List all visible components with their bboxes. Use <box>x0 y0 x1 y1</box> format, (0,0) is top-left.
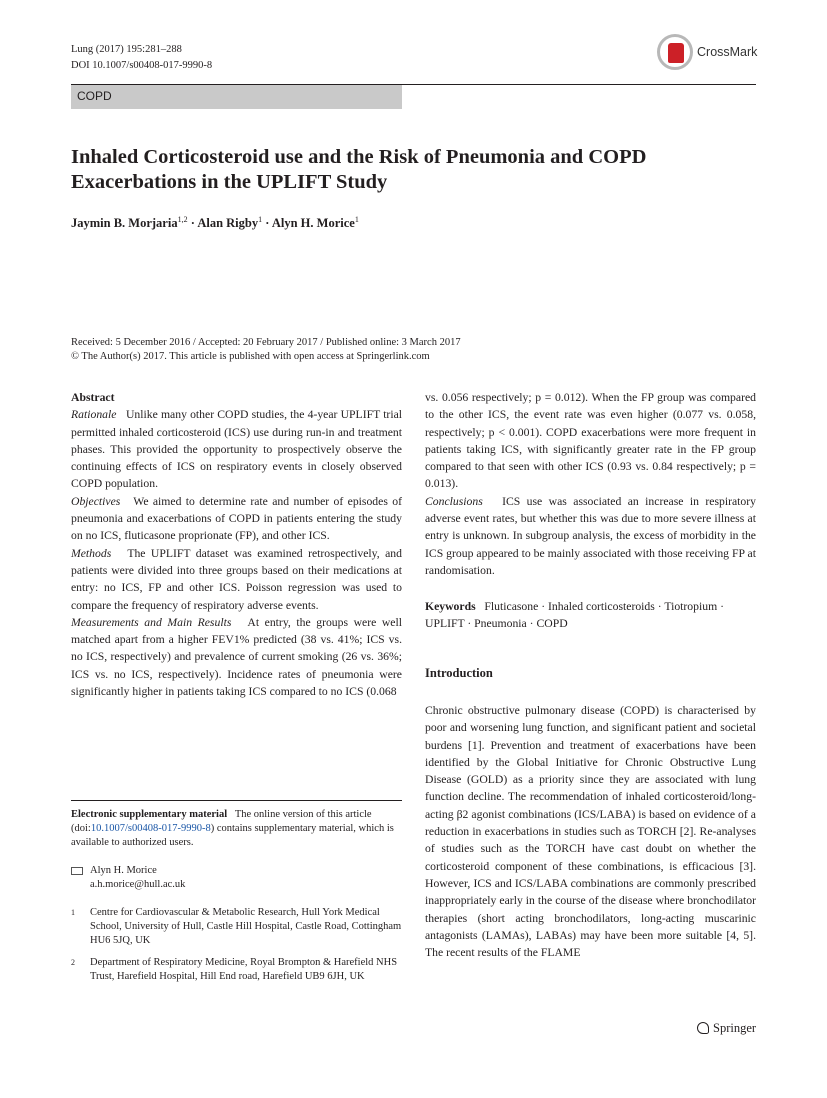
author-list <box>71 215 359 231</box>
article-title: Inhaled Corticosteroid use and the Risk of Pneumonia and COPD Exacerbations in the UPLIFT Study <box>71 146 647 193</box>
keywords-text: Fluticasone · Inhaled corticosteroids · Tiotropium · UPLIFT · Pneumonia · COPD <box>425 600 724 631</box>
dates-line: Received: 5 December 2016 / Accepted: 20 February 2017 / Published online: 3 March 2017 <box>71 337 461 348</box>
section-label: COPD <box>77 89 112 103</box>
methods-label: Methods <box>71 546 112 560</box>
rationale-label: Rationale <box>71 408 117 422</box>
abstract-left-column <box>71 389 402 700</box>
crossmark-badge[interactable] <box>655 34 765 74</box>
abstract-rationale <box>71 406 402 492</box>
author-affiliation: 1 <box>258 215 263 224</box>
journal-header <box>71 42 212 74</box>
esm-doi-link[interactable]: 10.1007/s00408-017-9990-8 <box>90 823 211 834</box>
introduction-text: Chronic obstructive pulmonary disease (COPD) is characterised by poor and worsening lung function, and significant patient and societal burdens [1]. Prevention and treatment of exacerbations have been identified by the Global Initiative for Chronic Obstructive Lung Disease (GOLD) as a priority since they are associated with lung function decline. The recommendation of inhaled corticosteroid/long-acting β2 agonist combinations (ICS/LABA) is based on evidence of a reduction in exacerbations in studies such as TORCH [2]. Re-analyses of studies such as the TORCH have cast doubt on whether the corticosteroid component of these combinations, is efficacious [3]. However, ICS and ICS/LABA combinations are commonly prescribed inappropriately early in the course of the disease where bronchodilator therapies (short acting bronchodilators, long-acting muscarinic antagonists (LAMAs), LABAs) may have been more suitable [4, 5]. The recent results of the FLAME <box>425 704 756 960</box>
publication-history <box>71 336 461 364</box>
correspondence <box>71 864 402 894</box>
footnote-divider <box>71 800 402 801</box>
affiliation-text: Department of Respiratory Medicine, Royal Brompton & Harefield NHS Trust, Harefield Hospital, Hill End road, Harefield UB9 6JH, UK <box>90 957 398 982</box>
crossmark-label: CrossMark <box>697 45 758 59</box>
keywords-label: Keywords <box>425 600 476 613</box>
publisher-name: Springer <box>713 1021 757 1035</box>
correspondence-body <box>90 864 402 892</box>
author-affiliation: 1,2 <box>177 215 188 224</box>
abstract-right-column <box>425 389 756 579</box>
conclusions-text: ICS use was associated an increase in respiratory adverse event rates, but whether this was due to more severe illness at entry is unknown. In subgroup analysis, the excess of morbidity in the ICS group appeared to be mainly associated with those receiving FP at randomisation. <box>425 494 757 577</box>
results-label: Measurements and Main Results <box>71 615 232 629</box>
email-icon <box>71 866 83 880</box>
author-affiliation: 1 <box>354 215 359 224</box>
author-separator: · <box>187 216 198 231</box>
affiliation-1 <box>71 906 402 950</box>
journal-citation: Lung (2017) 195:281–288 <box>71 44 182 55</box>
author-separator: · <box>262 216 272 231</box>
affiliation-number: 1 <box>71 908 75 917</box>
affiliation-2 <box>71 956 402 1000</box>
conclusions-label: Conclusions <box>425 494 483 508</box>
doi-line: DOI 10.1007/s00408-017-9990-8 <box>71 60 213 71</box>
abstract-heading: Abstract <box>71 391 115 404</box>
objectives-text: We aimed to determine rate and number of episodes of pneumonia and exacerbations of COPD in patients entering the study on no ICS, fluticasone proprionate (FP), and other ICS. <box>71 494 402 543</box>
corresponding-author: Alyn H. Morice <box>90 865 157 876</box>
rationale-text: Unlike many other COPD studies, the 4-year UPLIFT trial permitted inhaled corticosteroid (ICS) use during run-in and treatment phases. This provided the opportunity to prospectively observe the continuing effects of ICS on respiratory events in closely observed COPD population. <box>71 408 403 491</box>
abstract-conclusions <box>425 493 756 579</box>
publisher-logo <box>697 1021 756 1036</box>
keywords <box>425 598 756 633</box>
objectives-label: Objectives <box>71 494 121 508</box>
esm-text-end: ) contains supplementary material, which is available to authorized users. <box>71 823 394 848</box>
results-continued: vs. 0.056 respectively; p = 0.012). When the FP group was compared to the other ICS, the event rate was even higher (0.077 vs. 0.058, respectively; p < 0.001). COPD exacerbations were more frequent in patients taking ICS, with significantly greater rate in the FP group compared to that seen with other ICS (0.93 vs. 0.84 respectively; p = 0.013). <box>425 391 756 491</box>
abstract-methods <box>71 545 402 614</box>
copyright-line: © The Author(s) 2017. This article is published with open access at Springerlink.com <box>71 351 430 362</box>
author-name[interactable]: Alyn H. Morice <box>271 216 355 231</box>
affiliation-number: 2 <box>71 958 75 967</box>
author-name[interactable]: Jaymin B. Morjaria <box>71 216 178 231</box>
abstract-results <box>71 614 402 700</box>
springer-horse-icon <box>697 1022 709 1034</box>
crossmark-icon <box>657 34 693 70</box>
abstract-objectives <box>71 493 402 545</box>
methods-text: The UPLIFT dataset was examined retrospectively, and patients were divided into three groups based on their medications at entry: no ICS, FP and other ICS. Poisson regression was used to compare the frequency of respiratory adverse events. <box>71 546 402 612</box>
esm-footnote <box>71 808 402 850</box>
introduction-heading: Introduction <box>425 666 493 680</box>
results-text: At entry, the groups were well matched apart from a higher FEV1% predicted (38 vs. 41%; ICS vs. no ICS, respectively) and prevalence of current smoking (26 vs. 36%; ICS vs. no ICS, respectively). Incidence rates of pneumonia were significantly higher in patients taking ICS compared to no ICS (0.068 <box>71 615 402 699</box>
esm-label: Electronic supplementary material <box>71 809 228 820</box>
esm-text-start: The online version of this article (doi: <box>71 809 372 834</box>
section-bar <box>71 85 402 109</box>
affiliation-text: Centre for Cardiovascular & Metabolic Research, Hull York Medical School, University of Hull, Castle Hill Hospital, Castle Road, Cottingham HU6 5JQ, UK <box>90 907 402 946</box>
corresponding-email[interactable]: a.h.morice@hull.ac.uk <box>90 879 186 890</box>
author-name[interactable]: Alan Rigby <box>197 216 259 231</box>
